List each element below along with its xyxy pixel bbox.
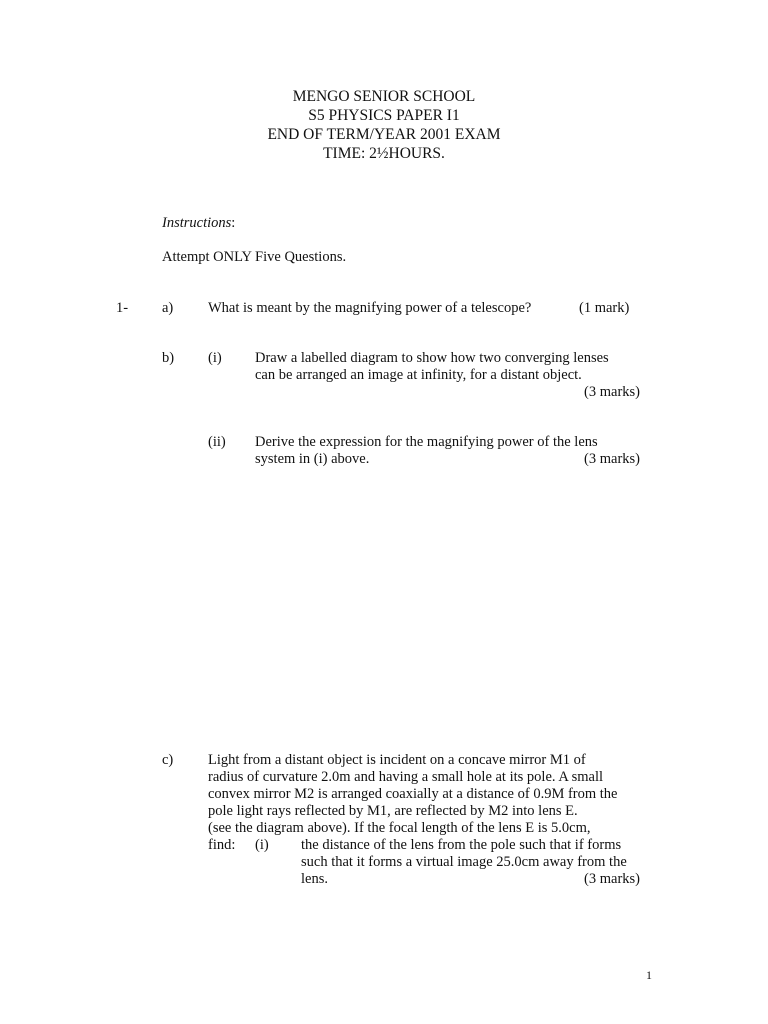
exam-title: END OF TERM/YEAR 2001 EXAM xyxy=(267,126,501,143)
part-c-i-line: lens. xyxy=(301,871,328,887)
paper-title: S5 PHYSICS PAPER I1 xyxy=(308,107,460,124)
instructions-label: Instructions xyxy=(162,215,232,231)
part-a-marks: (1 mark) xyxy=(579,300,630,316)
page-number: 1 xyxy=(646,968,652,982)
part-c-line: convex mirror M2 is arranged coaxially at a distance of 0.9M from the xyxy=(208,786,618,802)
part-c-label: c) xyxy=(162,752,174,768)
part-b-i-line: Draw a labelled diagram to show how two converging lenses xyxy=(255,350,609,366)
instructions-heading xyxy=(162,215,235,232)
exam-time: TIME: 2½HOURS. xyxy=(323,145,445,162)
instructions-text: Attempt ONLY Five Questions. xyxy=(162,249,347,265)
part-c-i-marks: (3 marks) xyxy=(584,871,640,887)
part-a-label: a) xyxy=(162,300,174,316)
part-c-line: radius of curvature 2.0m and having a small hole at its pole. A small xyxy=(208,769,604,785)
question-number: 1- xyxy=(116,300,129,316)
part-b-ii-line: Derive the expression for the magnifying power of the lens xyxy=(255,434,598,450)
part-c-line: pole light rays reflected by M1, are reflected by M2 into lens E. xyxy=(208,803,578,819)
school-name: MENGO SENIOR SCHOOL xyxy=(292,88,476,105)
part-b-i-label: (i) xyxy=(208,350,222,366)
part-b-ii-line: system in (i) above. xyxy=(255,451,370,467)
part-b-ii-marks: (3 marks) xyxy=(584,451,640,467)
part-c-find-label: find: xyxy=(208,837,236,853)
part-a-text: What is meant by the magnifying power of a telescope? xyxy=(208,300,532,316)
part-b-i-line: can be arranged an image at infinity, for a distant object. xyxy=(255,367,582,383)
part-c-line: (see the diagram above). If the focal length of the lens E is 5.0cm, xyxy=(208,820,591,836)
part-b-label: b) xyxy=(162,350,175,366)
part-b-i-marks: (3 marks) xyxy=(584,384,640,400)
part-c-i-line: the distance of the lens from the pole such that if forms xyxy=(301,837,622,853)
part-c-i-label: (i) xyxy=(255,837,269,853)
instructions-colon: : xyxy=(231,215,236,231)
part-c-i-line: such that it forms a virtual image 25.0cm away from the xyxy=(301,854,627,870)
part-c-line: Light from a distant object is incident on a concave mirror M1 of xyxy=(208,752,586,768)
part-b-ii-label: (ii) xyxy=(208,434,226,450)
